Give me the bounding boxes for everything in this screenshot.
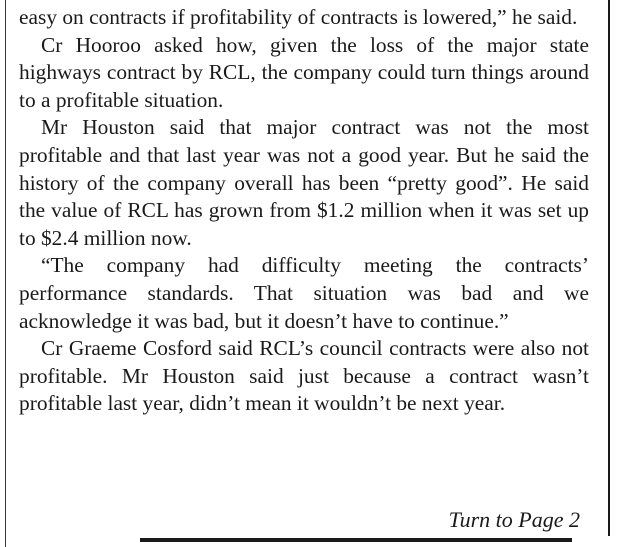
article-paragraph: “The company had difficulty meeting the contracts’ performance standards. That situation was bad and we acknowledge it was bad, but it doesn’t have to continue.” [19, 253, 589, 333]
article-body [19, 4, 589, 418]
left-column-rule [5, 0, 6, 547]
article-paragraph: Cr Graeme Cosford said RCL’s council contracts were also not profitable. Mr Houston said just because a contract wasn’t profitable last year, didn’t mean it wouldn’t be next year. [19, 336, 589, 416]
article-paragraph: Cr Hooroo asked how, given the loss of the major state highways contract by RCL, the company could turn things around to a profitable situation. [19, 32, 589, 112]
continued-on-page-line: Turn to Page 2 [448, 507, 580, 532]
article-paragraph: Mr Houston said that major contract was not the most profitable and that last year was not a good year. But he said the history of the company overall has been “pretty good”. He said the value of RCL has grown from $1.2 million when it was set up to $2.4 million now. [19, 115, 589, 250]
bottom-rule [140, 538, 572, 542]
article-paragraph: easy on contracts if profitability of contracts is lowered,” he said. [19, 5, 578, 29]
right-column-rule [608, 0, 610, 536]
